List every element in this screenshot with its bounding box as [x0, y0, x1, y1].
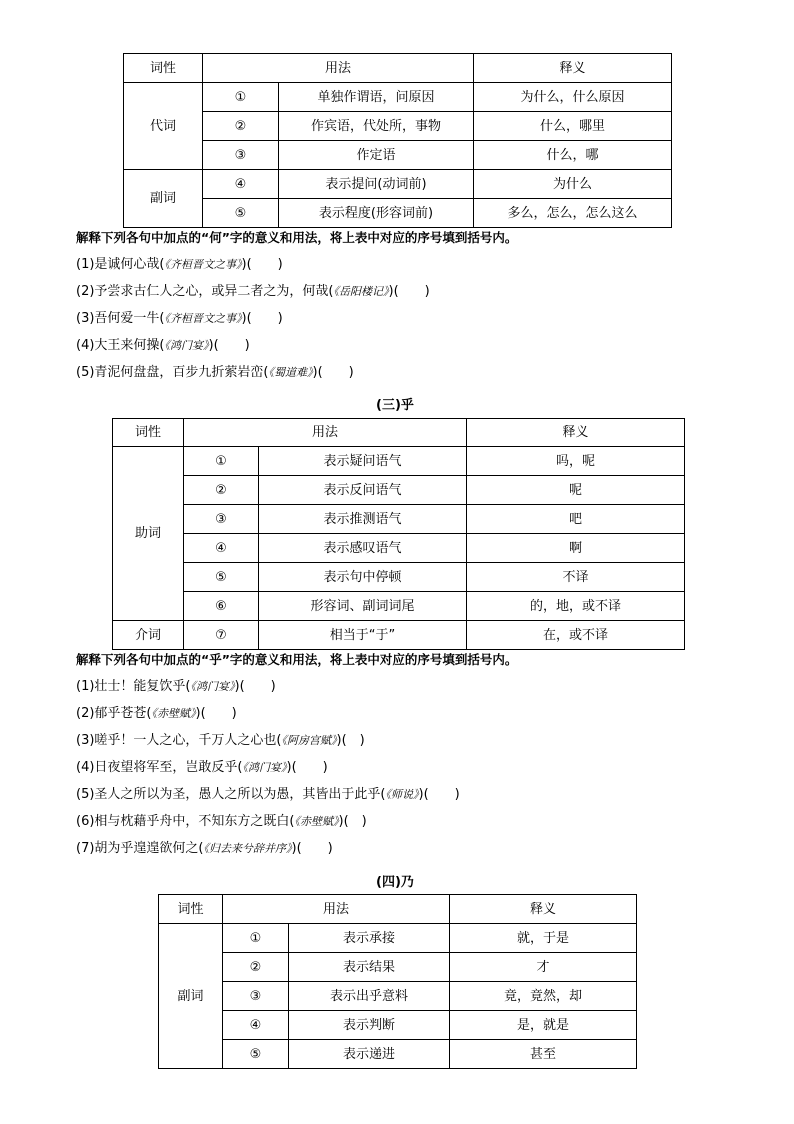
- question-text: (5)青泥何盘盘，百步九折萦岩峦(: [76, 365, 269, 380]
- answer-blank[interactable]: )( ): [418, 787, 460, 802]
- question-text: (1)是诚何心哉(: [76, 257, 165, 272]
- usage-cell: 表示提问(动词前): [279, 170, 474, 199]
- meaning-cell: 多么，怎么，怎么这么: [474, 199, 672, 228]
- header-meaning: 释义: [474, 54, 672, 83]
- row-number: ⑦: [184, 621, 259, 650]
- usage-cell: 表示结果: [289, 953, 450, 982]
- meaning-cell: 什么，哪里: [474, 112, 672, 141]
- source-title: 《鸿门宴》: [190, 680, 235, 693]
- answer-blank[interactable]: )( ): [208, 338, 250, 353]
- row-number: ⑤: [184, 563, 259, 592]
- question-text: (4)大王来何操(: [76, 338, 165, 353]
- usage-cell: 表示出乎意料: [289, 982, 450, 1011]
- table-row: [124, 83, 672, 112]
- header-pos: 词性: [124, 54, 203, 83]
- source-title: 《鸿门宴》: [242, 761, 287, 774]
- meaning-cell: 呢: [467, 476, 685, 505]
- meaning-cell: 不译: [467, 563, 685, 592]
- row-number: ③: [184, 505, 259, 534]
- meaning-cell: 为什么，什么原因: [474, 83, 672, 112]
- answer-blank[interactable]: )( ): [291, 841, 333, 856]
- meaning-cell: 才: [450, 953, 637, 982]
- usage-cell: 表示判断: [289, 1011, 450, 1040]
- section-heading-hu: (三)乎: [376, 398, 414, 413]
- row-number: ②: [223, 953, 289, 982]
- row-number: ⑤: [203, 199, 279, 228]
- table-row: [113, 621, 685, 650]
- meaning-cell: 在，或不译: [467, 621, 685, 650]
- usage-cell: 表示句中停顿: [259, 563, 467, 592]
- question-item: [76, 706, 237, 722]
- header-usage: 用法: [203, 54, 474, 83]
- row-number: ①: [223, 924, 289, 953]
- meaning-cell: 为什么: [474, 170, 672, 199]
- meaning-cell: 吗，呢: [467, 447, 685, 476]
- answer-blank[interactable]: )( ): [241, 311, 283, 326]
- meaning-cell: 就，于是: [450, 924, 637, 953]
- question-text: (1)壮士！能复饮乎(: [76, 679, 191, 694]
- instruction-hu: 解释下列各句中加点的“乎”字的意义和用法，将上表中对应的序号填到括号内。: [76, 652, 518, 667]
- question-text: (3)吾何爱一牛(: [76, 311, 165, 326]
- question-item: [76, 679, 276, 695]
- meaning-cell: 甚至: [450, 1040, 637, 1069]
- table-row: [159, 953, 637, 982]
- row-number: ④: [223, 1011, 289, 1040]
- usage-cell: 形容词、副词词尾: [259, 592, 467, 621]
- usage-cell: 表示承接: [289, 924, 450, 953]
- row-number: ①: [184, 447, 259, 476]
- source-title: 《师说》: [385, 788, 419, 801]
- usage-cell: 表示推测语气: [259, 505, 467, 534]
- table-row: [113, 505, 685, 534]
- usage-cell: 作宾语，代处所，事物: [279, 112, 474, 141]
- header-meaning: 释义: [467, 419, 685, 447]
- pos-cell: 介词: [113, 621, 184, 650]
- usage-cell: 表示递进: [289, 1040, 450, 1069]
- header-meaning: 释义: [450, 895, 637, 924]
- question-text: (6)相与枕藉乎舟中，不知东方之既白(: [76, 814, 295, 829]
- usage-cell: 表示程度(形容词前): [279, 199, 474, 228]
- meaning-cell: 的，地，或不译: [467, 592, 685, 621]
- question-text: (7)胡为乎遑遑欲何之(: [76, 841, 204, 856]
- question-text: (4)日夜望将军至，岂敢反乎(: [76, 760, 243, 775]
- table-row: [159, 924, 637, 953]
- usage-cell: 表示疑问语气: [259, 447, 467, 476]
- question-item: [76, 257, 283, 273]
- source-title: 《阿房宫赋》: [281, 734, 337, 747]
- table-hu: [112, 418, 685, 650]
- answer-blank[interactable]: )( ): [312, 365, 354, 380]
- instruction-he: 解释下列各句中加点的“何”字的意义和用法，将上表中对应的序号填到括号内。: [76, 230, 518, 245]
- table-row: [113, 592, 685, 621]
- question-item: [76, 841, 333, 857]
- table-row: [113, 534, 685, 563]
- header-usage: 用法: [223, 895, 450, 924]
- meaning-cell: 吧: [467, 505, 685, 534]
- table-row: [113, 476, 685, 505]
- answer-blank[interactable]: )( ): [195, 706, 237, 721]
- section-heading-nai: (四)乃: [376, 875, 414, 890]
- row-number: ⑤: [223, 1040, 289, 1069]
- header-pos: 词性: [113, 419, 184, 447]
- row-number: ①: [203, 83, 279, 112]
- table-row: [159, 1040, 637, 1069]
- question-text: (3)嗟乎！一人之心，千万人之心也(: [76, 733, 282, 748]
- row-number: ⑥: [184, 592, 259, 621]
- source-title: 《赤壁赋》: [294, 815, 339, 828]
- question-item: [76, 787, 460, 803]
- source-title: 《蜀道难》: [268, 366, 313, 379]
- usage-cell: 表示感叹语气: [259, 534, 467, 563]
- source-title: 《鸿门宴》: [164, 339, 209, 352]
- answer-blank[interactable]: )( ): [336, 733, 365, 748]
- table-row: [159, 1011, 637, 1040]
- question-item: [76, 284, 430, 300]
- table-row: [124, 170, 672, 199]
- table-row: [124, 199, 672, 228]
- source-title: 《赤壁赋》: [151, 707, 196, 720]
- meaning-cell: 什么，哪: [474, 141, 672, 170]
- question-item: [76, 365, 354, 381]
- question-text: (2)郁乎苍苍(: [76, 706, 152, 721]
- pos-cell: 助词: [113, 447, 184, 621]
- source-title: 《岳阳楼记》: [333, 285, 389, 298]
- header-pos: 词性: [159, 895, 223, 924]
- header-usage: 用法: [184, 419, 467, 447]
- row-number: ④: [184, 534, 259, 563]
- question-item: [76, 311, 283, 327]
- source-title: 《齐桓晋文之事》: [164, 258, 242, 271]
- row-number: ②: [203, 112, 279, 141]
- question-item: [76, 338, 250, 354]
- meaning-cell: 是，就是: [450, 1011, 637, 1040]
- row-number: ③: [223, 982, 289, 1011]
- source-title: 《归去来兮辞并序》: [203, 842, 292, 855]
- table-he: [123, 53, 672, 228]
- answer-blank[interactable]: )( ): [241, 257, 283, 272]
- usage-cell: 作定语: [279, 141, 474, 170]
- usage-cell: 相当于“于”: [259, 621, 467, 650]
- question-item: [76, 733, 365, 749]
- pos-cell: 副词: [124, 170, 203, 228]
- answer-blank[interactable]: )( ): [286, 760, 328, 775]
- pos-cell: 副词: [159, 924, 223, 1069]
- table-nai: [158, 894, 637, 1069]
- table-row: [124, 141, 672, 170]
- meaning-cell: 竟，竟然，却: [450, 982, 637, 1011]
- meaning-cell: 啊: [467, 534, 685, 563]
- answer-blank[interactable]: )( ): [388, 284, 430, 299]
- row-number: ③: [203, 141, 279, 170]
- usage-cell: 表示反问语气: [259, 476, 467, 505]
- table-row: [159, 982, 637, 1011]
- answer-blank[interactable]: )( ): [338, 814, 367, 829]
- row-number: ④: [203, 170, 279, 199]
- answer-blank[interactable]: )( ): [234, 679, 276, 694]
- question-item: [76, 760, 328, 776]
- pos-cell: 代词: [124, 83, 203, 170]
- table-row: [113, 447, 685, 476]
- usage-cell: 单独作谓语，问原因: [279, 83, 474, 112]
- question-text: (2)予尝求古仁人之心，或异二者之为，何哉(: [76, 284, 334, 299]
- table-row: [113, 563, 685, 592]
- question-item: [76, 814, 367, 830]
- table-row: [124, 112, 672, 141]
- row-number: ②: [184, 476, 259, 505]
- source-title: 《齐桓晋文之事》: [164, 312, 242, 325]
- question-text: (5)圣人之所以为圣，愚人之所以为愚，其皆出于此乎(: [76, 787, 386, 802]
